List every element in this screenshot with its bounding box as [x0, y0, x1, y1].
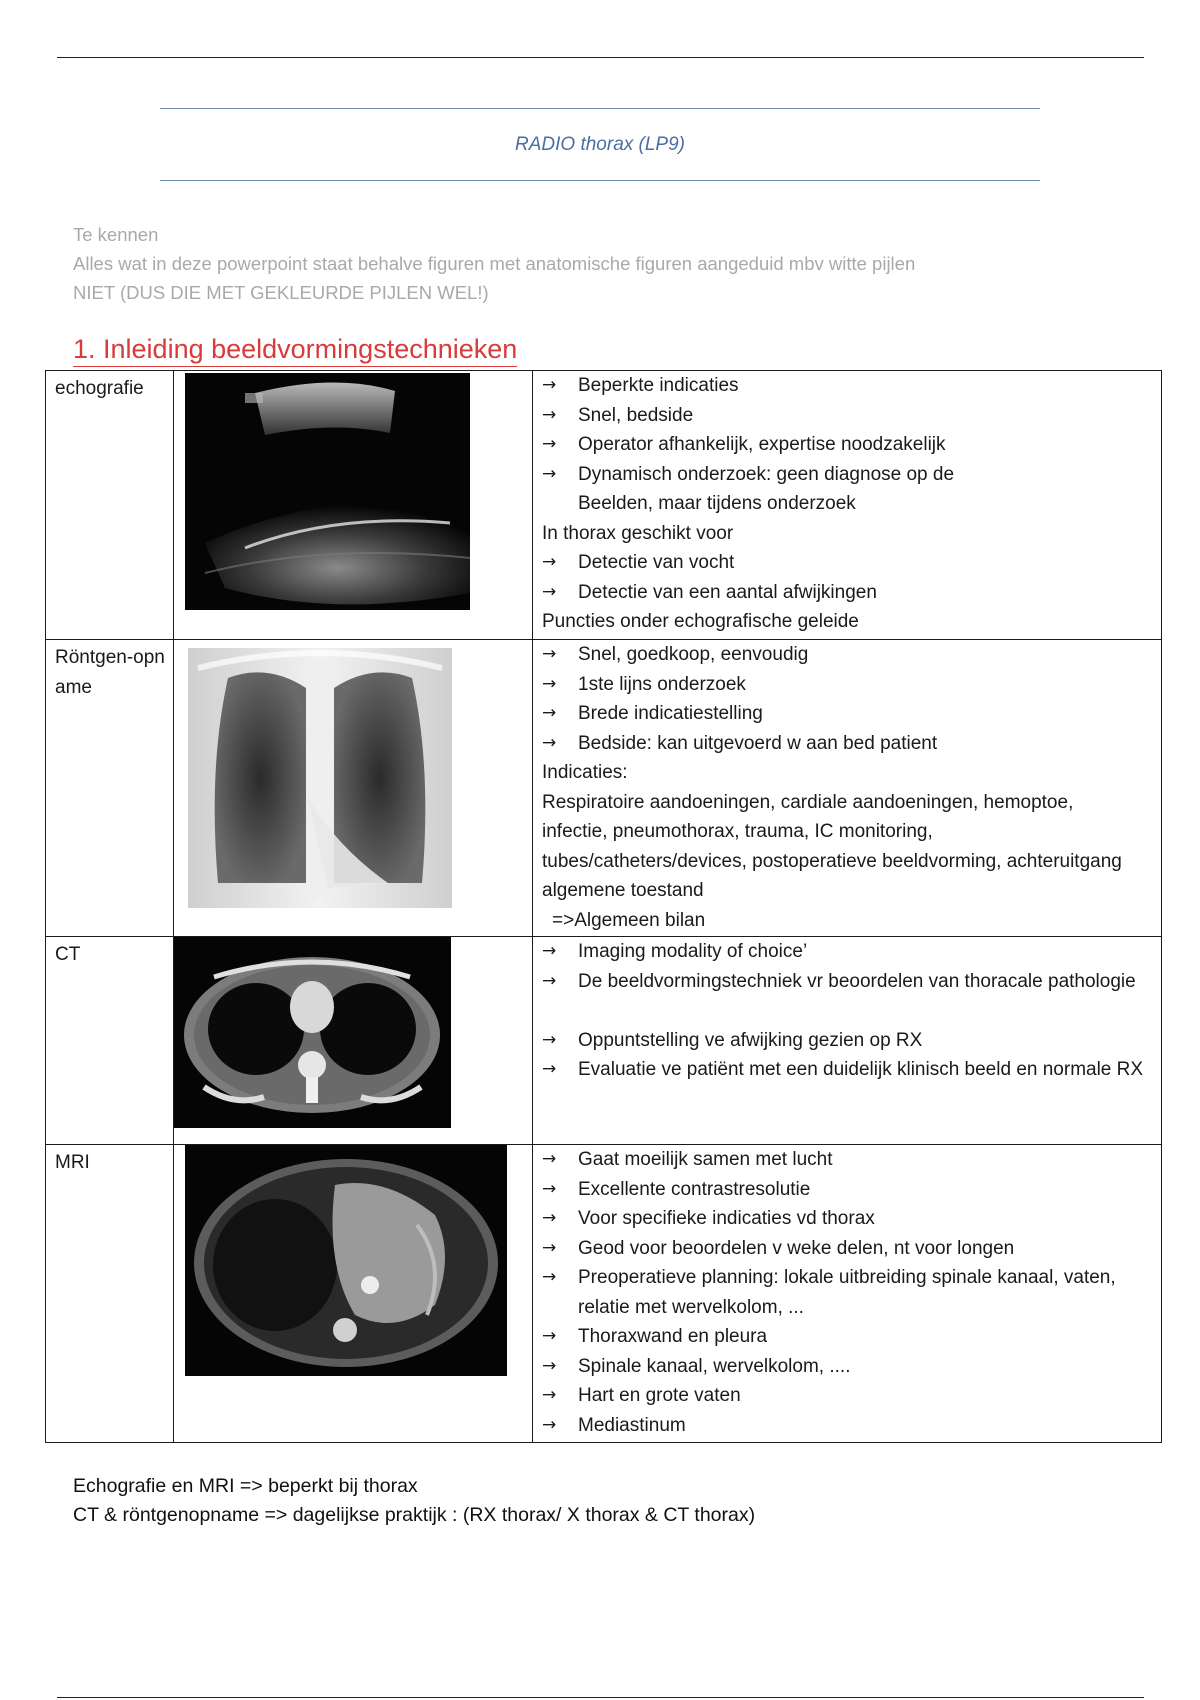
document-title-block [160, 108, 1040, 181]
echografie-bullets-2 [542, 548, 1151, 607]
bullet-text: Operator afhankelijk, expertise noodzakelijk [578, 434, 946, 455]
ultrasound-scan-svg [185, 373, 470, 610]
bullet-text: Mediastinum [578, 1414, 686, 1436]
row-label-rontgen: Röntgen-opname [46, 640, 174, 937]
arrow-icon: → [542, 463, 557, 484]
list-item [542, 1234, 1151, 1264]
arrow-icon: → [542, 1385, 557, 1405]
arrow-icon: → [542, 1267, 557, 1287]
list-item [542, 1381, 1151, 1411]
text-cell-ct [533, 937, 1162, 1145]
echografie-subheading: In thorax geschikt voor [542, 522, 734, 544]
list-item [542, 699, 1151, 729]
list-item [542, 1175, 1151, 1205]
list-item [542, 401, 1151, 431]
bullet-text: Thoraxwand en pleura [578, 1326, 768, 1347]
page-top-rule [57, 57, 1144, 58]
bullet-text: Dynamisch onderzoek: geen diagnose op de Beelden, maar tijdens onderzoek [578, 463, 955, 514]
arrow-icon: → [542, 1208, 557, 1228]
arrow-icon: → [542, 552, 557, 572]
arrow-icon: → [542, 1355, 557, 1376]
summary-line-2: CT & röntgenopname => dagelijkse praktijk : (RX thorax/ X thorax & CT thorax) [73, 1504, 756, 1526]
ct-scan-image [174, 937, 451, 1128]
section-heading: 1. Inleiding beeldvormingstechnieken [73, 332, 517, 367]
arrow-icon: → [542, 732, 557, 753]
bullet-text: Snel, goedkoop, eenvoudig [578, 644, 809, 665]
arrow-icon: → [542, 1178, 557, 1199]
mri-bullets [542, 1145, 1151, 1440]
bullet-text: Bedside: kan uitgevoerd w aan bed patient [578, 732, 938, 754]
table-row-mri [46, 1145, 1162, 1443]
arrow-icon: → [542, 703, 557, 723]
arrow-icon: → [542, 1237, 557, 1258]
mri-scan-image [185, 1145, 507, 1376]
summary-note [73, 1472, 1133, 1530]
list-item [542, 578, 1151, 608]
chest-xray-image [188, 648, 452, 908]
arrow-icon: → [542, 970, 557, 991]
ct-spacer [542, 996, 1151, 1026]
rontgen-conclusion: =>Algemeen bilan [552, 909, 706, 931]
bullet-text: Preoperatieve planning: lokale uitbreiding spinale kanaal, vaten, relatie met wervelkolom, ... [578, 1267, 1116, 1318]
chest-xray-svg [188, 648, 452, 908]
list-item [542, 937, 1151, 967]
table-row-ct [46, 937, 1162, 1145]
list-item [542, 460, 1151, 519]
list-item [542, 1055, 1151, 1085]
page-bottom-rule [57, 1697, 1144, 1698]
arrow-icon: → [542, 434, 557, 454]
list-item [542, 1411, 1151, 1441]
bullet-text: Brede indicatiestelling [578, 703, 763, 724]
rontgen-indications-label: Indicaties: [542, 762, 628, 783]
arrow-icon: → [542, 673, 557, 694]
title-bottom-rule [160, 180, 1040, 181]
bullet-text: Imaging modality of choice’ [578, 941, 808, 962]
image-cell-rontgen [174, 640, 533, 937]
echografie-bullets [542, 371, 1151, 519]
bullet-text: Excellente contrastresolutie [578, 1178, 811, 1200]
text-cell-echografie [533, 371, 1162, 640]
arrow-icon: → [542, 1326, 557, 1346]
image-cell-echografie [174, 371, 533, 640]
ct-bullets [542, 937, 1151, 996]
text-cell-rontgen [533, 640, 1162, 937]
arrow-icon: → [542, 581, 557, 602]
rontgen-bullets [542, 640, 1151, 758]
arrow-icon: → [542, 644, 557, 664]
image-cell-ct [174, 937, 533, 1145]
bullet-text: De beeldvormingstechniek vr beoordelen van thoracale pathologie [578, 970, 1136, 992]
bullet-text: 1ste lijns onderzoek [578, 673, 746, 695]
bullet-text: Gaat moeilijk samen met lucht [578, 1149, 833, 1170]
echografie-footer: Puncties onder echografische geleide [542, 611, 859, 632]
table-row-rontgen [46, 640, 1162, 937]
arrow-icon: → [542, 1414, 557, 1435]
intro-note [73, 220, 1133, 307]
arrow-icon: → [542, 1059, 557, 1079]
bullet-text: Hart en grote vaten [578, 1385, 741, 1406]
list-item [542, 640, 1151, 670]
ultrasound-scan-image [185, 373, 470, 610]
list-item [542, 670, 1151, 700]
arrow-icon: → [542, 1149, 557, 1169]
ct-bullets-2 [542, 1026, 1151, 1085]
row-label-mri: MRI [46, 1145, 174, 1443]
image-cell-mri [174, 1145, 533, 1443]
intro-line-3: NIET (DUS DIE MET GEKLEURDE PIJLEN WEL!) [73, 282, 489, 303]
arrow-icon: → [542, 941, 557, 961]
bullet-text: Spinale kanaal, wervelkolom, .... [578, 1355, 851, 1377]
list-item [542, 1145, 1151, 1175]
bullet-text: Detectie van een aantal afwijkingen [578, 581, 877, 603]
bullet-text: Voor specifieke indicaties vd thorax [578, 1208, 875, 1229]
list-item [542, 967, 1151, 997]
bullet-text: Geod voor beoordelen v weke delen, nt voor longen [578, 1237, 1015, 1259]
list-item [542, 548, 1151, 578]
bullet-text: Detectie van vocht [578, 552, 735, 573]
list-item [542, 1026, 1151, 1056]
summary-line-1: Echografie en MRI => beperkt bij thorax [73, 1475, 418, 1497]
bullet-text: Beperkte indicaties [578, 375, 739, 396]
list-item [542, 1352, 1151, 1382]
text-cell-mri [533, 1145, 1162, 1443]
arrow-icon: → [542, 404, 557, 425]
ct-scan-svg [174, 937, 451, 1128]
list-item [542, 1204, 1151, 1234]
bullet-text: Evaluatie ve patiënt met een duidelijk klinisch beeld en normale RX [578, 1059, 1144, 1080]
intro-line-2: Alles wat in deze powerpoint staat behalve figuren met anatomische figuren aangeduid mbv witte pijlen [73, 253, 916, 274]
arrow-icon: → [542, 375, 557, 395]
list-item [542, 1263, 1151, 1322]
document-title: RADIO thorax (LP9) [515, 134, 685, 155]
bullet-text: Oppuntstelling ve afwijking gezien op RX [578, 1029, 923, 1051]
rontgen-indications-text: Respiratoire aandoeningen, cardiale aandoeningen, hemoptoe, infectie, pneumothorax, trauma, IC monitoring, tubes/catheters/devices, postoperatieve beeldvorming, achteruitgang algemene toestand [542, 791, 1122, 901]
row-label-echografie: echografie [46, 371, 174, 640]
list-item [542, 430, 1151, 460]
list-item [542, 729, 1151, 759]
row-label-ct: CT [46, 937, 174, 1145]
intro-line-1: Te kennen [73, 224, 159, 245]
list-item [542, 1322, 1151, 1352]
list-item [542, 371, 1151, 401]
bullet-text: Snel, bedside [578, 404, 694, 426]
imaging-techniques-table [45, 370, 1162, 1443]
arrow-icon: → [542, 1029, 557, 1050]
mri-scan-svg [185, 1145, 507, 1376]
table-row-echografie [46, 371, 1162, 640]
